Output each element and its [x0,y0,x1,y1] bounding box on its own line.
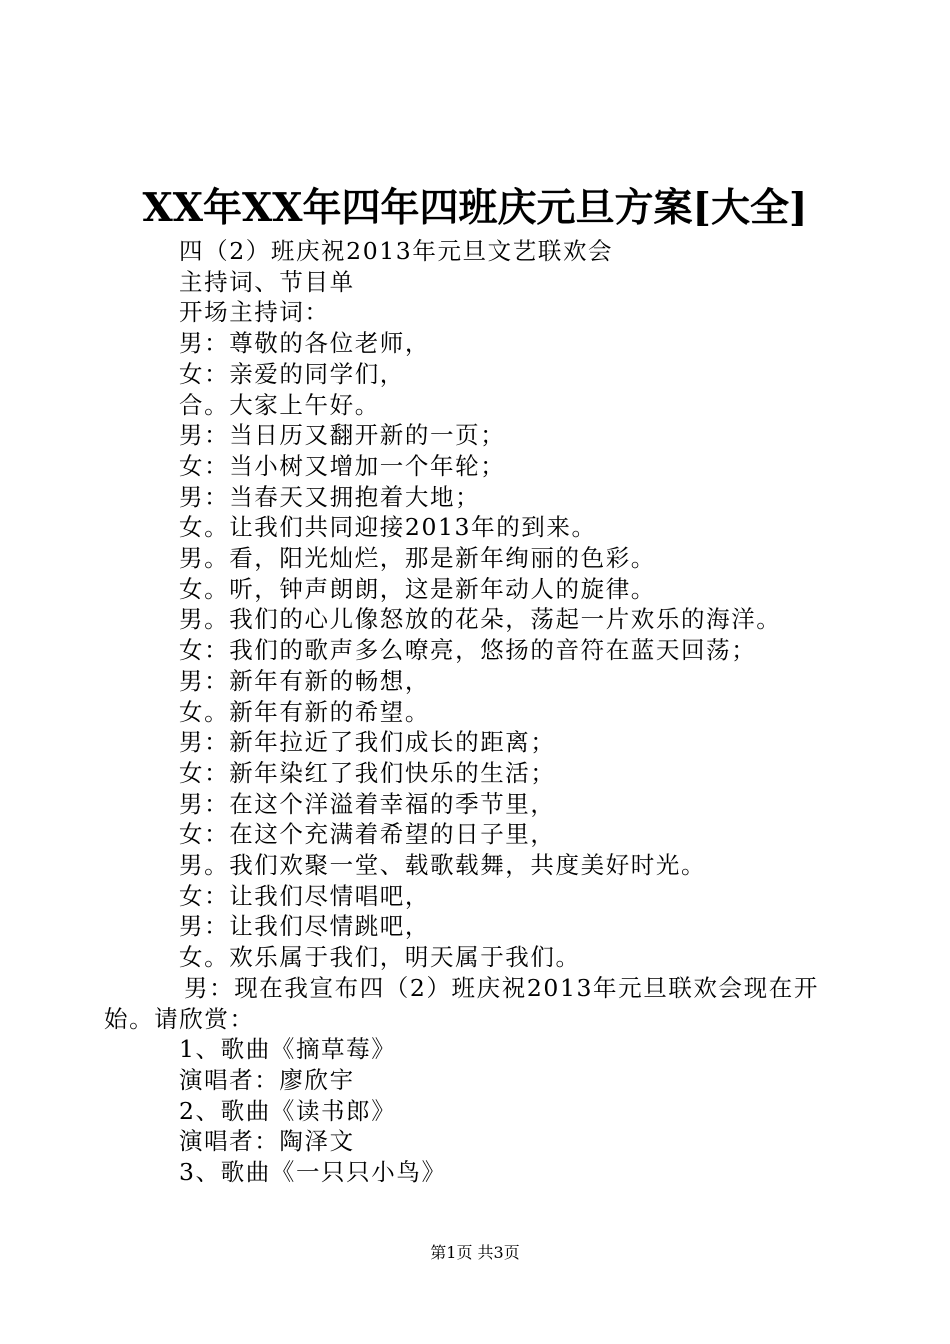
text-line: 主持词、节目单 [179,267,355,296]
text-line: 女。听，钟声朗朗，这是新年动人的旋律。 [179,574,656,603]
program-item: 3、歌曲《一只只小鸟》 [179,1158,447,1187]
page-number-footer: 第1页 共3页 [430,1243,520,1262]
document-body [104,236,844,1188]
program-item: 2、歌曲《读书郎》 [179,1096,397,1125]
text-line: 四（2）班庆祝2013年元旦文艺联欢会 [179,237,614,265]
text-line: 男：让我们尽情跳吧， [179,912,430,941]
text-line: 合。大家上午好。 [179,390,380,419]
text-line: 男。我们欢聚一堂、载歌载舞，共度美好时光。 [179,851,707,880]
text-line: 男：在这个洋溢着幸福的季节里， [179,789,556,818]
text-line: 男：当春天又拥抱着大地； [179,482,481,511]
text-line: 男。看，阳光灿烂，那是新年绚丽的色彩。 [179,544,656,573]
text-line: 女：我们的歌声多么嘹亮，悠扬的音符在蓝天回荡； [179,636,757,665]
program-item: 演唱者：陶泽文 [179,1127,355,1156]
text-line: 男：当日历又翻开新的一页； [179,421,506,450]
text-line: 男：尊敬的各位老师， [179,329,430,358]
announcement-paragraph: 男：现在我宣布四（2）班庆祝2013年元旦联欢会现在开始。请欣赏： [104,973,819,1033]
text-line: 女：在这个充满着希望的日子里， [179,820,556,849]
text-line: 女。让我们共同迎接2013年的到来。 [179,513,597,542]
text-line: 女。新年有新的希望。 [179,697,430,726]
text-line: 女：亲爱的同学们， [179,359,405,388]
text-line: 男：新年有新的畅想， [179,666,430,695]
program-item: 演唱者：廖欣宇 [179,1065,355,1094]
text-line: 女：让我们尽情唱吧， [179,881,430,910]
text-line: 女：当小树又增加一个年轮； [179,451,506,480]
program-item: 1、歌曲《摘草莓》 [179,1035,397,1064]
text-line: 男：新年拉近了我们成长的距离； [179,728,556,757]
document-title: XX年XX年四年四班庆元旦方案[大全] [142,185,808,231]
text-line: 开场主持词： [179,298,330,327]
text-line: 女：新年染红了我们快乐的生活； [179,758,556,787]
text-line: 男。我们的心儿像怒放的花朵，荡起一片欢乐的海洋。 [179,605,782,634]
text-line: 女。欢乐属于我们，明天属于我们。 [179,943,581,972]
